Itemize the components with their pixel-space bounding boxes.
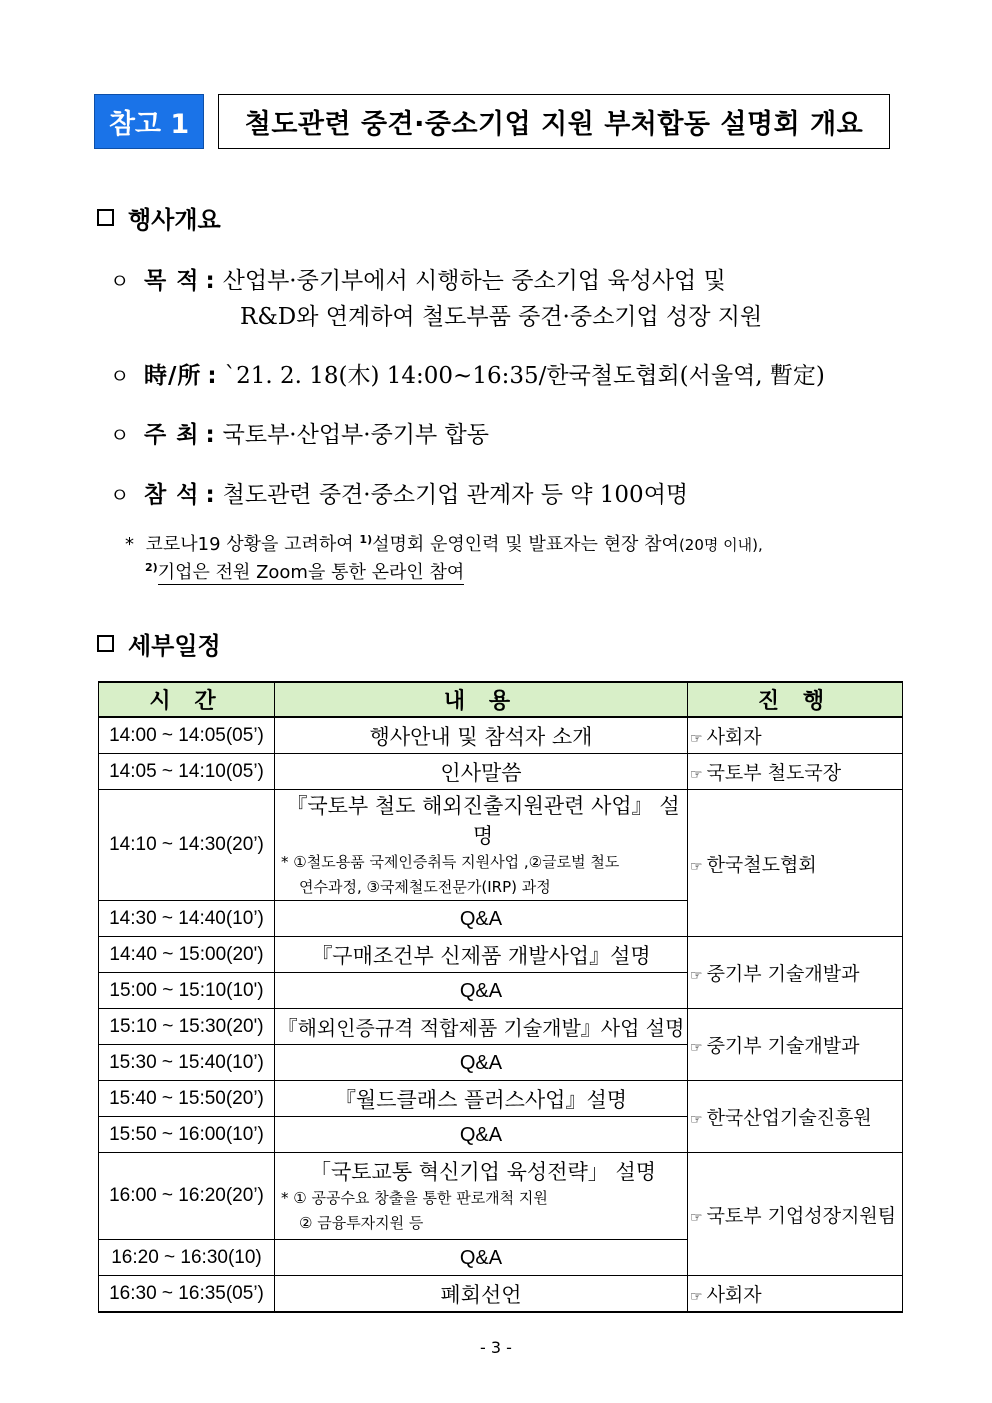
section-heading-schedule <box>97 626 221 661</box>
pointing-hand-icon: ☞ <box>690 731 703 747</box>
item-value: 국토부·산업부·중기부 합동 <box>222 422 489 448</box>
table-row <box>99 717 903 754</box>
pointing-hand-icon: ☞ <box>690 1209 703 1226</box>
host-text: 사회자 <box>706 1284 762 1306</box>
content-cell: 『월드클래스 플러스사업』설명 <box>275 1081 688 1117</box>
overview-item-host: ㅇ 주 최 : 국토부·산업부·중기부 합동 <box>110 416 489 449</box>
note-text: (20명 이내), <box>678 536 763 554</box>
table-header-row <box>99 682 903 717</box>
section-heading-text: 세부일정 <box>128 632 221 660</box>
time-cell: 15:00 ~ 15:10(10') <box>99 973 275 1009</box>
item-label: 時/所 <box>144 363 202 389</box>
pointing-hand-icon: ☞ <box>690 1040 703 1056</box>
item-value: 철도관련 중견·중소기업 관계자 등 약 100여명 <box>222 482 689 508</box>
note-sup: 1) <box>359 533 373 546</box>
section-heading-text: 행사개요 <box>128 206 221 234</box>
qa-text: Q&A <box>459 980 503 1002</box>
host-text: 한국철도협회 <box>706 853 817 876</box>
host-cell <box>688 1009 903 1081</box>
host-text: 사회자 <box>706 726 762 748</box>
content-cell: 『구매조건부 신제품 개발사업』설명 <box>275 937 688 973</box>
table-row <box>99 1276 903 1313</box>
square-bullet-icon <box>97 209 114 226</box>
item-label: 참 석 <box>144 482 200 508</box>
host-text: 한국산업기술진흥원 <box>706 1107 872 1129</box>
note-sup: 2) <box>145 561 158 574</box>
host-text: 국토부 철도국장 <box>706 762 842 784</box>
note-text: 코로나19 상황을 고려하여 <box>145 534 354 555</box>
time-cell: 15:50 ~ 16:00(10’) <box>99 1117 275 1153</box>
host-cell <box>688 1153 903 1276</box>
content-cell <box>275 973 688 1009</box>
host-cell <box>688 1276 903 1313</box>
content-cell <box>275 790 688 901</box>
document-title-row <box>94 94 890 150</box>
time-cell: 14:05 ~ 14:10(05’) <box>99 754 275 790</box>
host-cell <box>688 1081 903 1153</box>
time-cell: 16:20 ~ 16:30(10) <box>99 1240 275 1276</box>
section-heading-overview <box>97 200 221 235</box>
content-cell: 행사안내 및 참석자 소개 <box>275 717 688 754</box>
content-cell <box>275 1153 688 1240</box>
content-sub: * ①철도용품 국제인증취득 지원사업 ,②글로벌 철도 <box>281 853 620 871</box>
circle-bullet-icon: ㅇ <box>110 483 130 507</box>
content-cell <box>275 1117 688 1153</box>
content-title: 『국토부 철도 해외진출지원관련 사업』 설명 <box>286 794 680 848</box>
host-text: 중기부 기술개발과 <box>706 963 860 985</box>
table-row <box>99 790 903 901</box>
time-cell: 14:30 ~ 14:40(10’) <box>99 901 275 937</box>
table-row <box>99 1153 903 1240</box>
content-cell: 인사말씀 <box>275 754 688 790</box>
pointing-hand-icon: ☞ <box>690 858 703 875</box>
overview-item-datetime: ㅇ 時/所 : `21. 2. 18(木) 14:00~16:35/한국철도협회(서울역, 暫定) <box>110 357 825 390</box>
time-cell: 14:40 ~ 15:00(20') <box>99 937 275 973</box>
host-text: 국토부 기업성장지원팀 <box>706 1204 897 1227</box>
circle-bullet-icon: ㅇ <box>110 423 130 447</box>
circle-bullet-icon: ㅇ <box>110 364 130 388</box>
item-label: 목 적 <box>144 268 200 294</box>
qa-text: Q&A <box>459 1052 503 1074</box>
document-title: 철도관련 중견·중소기업 지원 부처합동 설명회 개요 <box>218 94 890 149</box>
host-cell <box>688 937 903 1009</box>
content-cell <box>275 1045 688 1081</box>
overview-item-attendees: ㅇ 참 석 : 철도관련 중견·중소기업 관계자 등 약 100여명 <box>110 476 688 509</box>
content-sub: * ① 공공수요 창출을 통한 판로개척 지원 <box>281 1189 548 1207</box>
column-header-host: 진 행 <box>688 682 903 717</box>
covid-note-cont <box>145 558 464 584</box>
qa-text: Q&A <box>459 908 503 930</box>
table-row <box>99 1009 903 1045</box>
pointing-hand-icon: ☞ <box>690 1289 703 1305</box>
pointing-hand-icon: ☞ <box>690 767 703 783</box>
time-cell: 14:00 ~ 14:05(05’) <box>99 717 275 754</box>
item-value: 산업부·중기부에서 시행하는 중소기업 육성사업 및 <box>222 268 726 294</box>
column-header-time: 시 간 <box>99 682 275 717</box>
reference-badge: 참고 1 <box>94 94 204 149</box>
table-row <box>99 754 903 790</box>
note-star: * <box>125 534 134 555</box>
content-cell <box>275 1240 688 1276</box>
time-cell: 15:30 ~ 15:40(10’) <box>99 1045 275 1081</box>
time-cell: 16:30 ~ 16:35(05’) <box>99 1276 275 1313</box>
note-text: 설명회 운영인력 및 발표자는 현장 참여 <box>372 534 679 555</box>
covid-note <box>125 530 763 556</box>
time-cell: 16:00 ~ 16:20(20’) <box>99 1153 275 1240</box>
content-cell: 『해외인증규격 적합제품 기술개발』사업 설명 <box>275 1009 688 1045</box>
host-cell <box>688 717 903 754</box>
item-value: `21. 2. 18(木) 14:00~16:35/한국철도협회(서울역, 暫定) <box>224 363 825 389</box>
overview-item-purpose-cont: R&D와 연계하여 철도부품 중견·중소기업 성장 지원 <box>240 304 763 330</box>
circle-bullet-icon: ㅇ <box>110 269 130 293</box>
page-number: - 3 - <box>480 1338 512 1357</box>
qa-text: Q&A <box>459 1247 503 1269</box>
schedule-table <box>98 681 903 1313</box>
table-row <box>99 1081 903 1117</box>
host-cell <box>688 790 903 937</box>
content-sub: ② 금융투자지원 등 <box>299 1214 424 1232</box>
time-cell: 15:40 ~ 15:50(20’) <box>99 1081 275 1117</box>
content-cell: 폐회선언 <box>275 1276 688 1313</box>
content-sub: 연수과정, ③국제철도전문가(IRP) 과정 <box>299 878 551 896</box>
item-label: 주 최 <box>144 422 200 448</box>
note-text-underlined: 기업은 전원 Zoom을 통한 온라인 참여 <box>157 562 465 583</box>
column-header-content: 내 용 <box>275 682 688 717</box>
content-cell <box>275 901 688 937</box>
pointing-hand-icon: ☞ <box>690 968 703 984</box>
qa-text: Q&A <box>459 1124 503 1146</box>
host-text: 중기부 기술개발과 <box>706 1035 860 1057</box>
time-cell: 15:10 ~ 15:30(20') <box>99 1009 275 1045</box>
overview-item-purpose: ㅇ 목 적 : 산업부·중기부에서 시행하는 중소기업 육성사업 및 <box>110 262 726 295</box>
host-cell <box>688 754 903 790</box>
table-row <box>99 937 903 973</box>
time-cell: 14:10 ~ 14:30(20’) <box>99 790 275 901</box>
pointing-hand-icon: ☞ <box>690 1112 703 1128</box>
square-bullet-icon <box>97 635 114 652</box>
content-title: 「국토교통 혁신기업 육성전략」 설명 <box>309 1160 657 1184</box>
